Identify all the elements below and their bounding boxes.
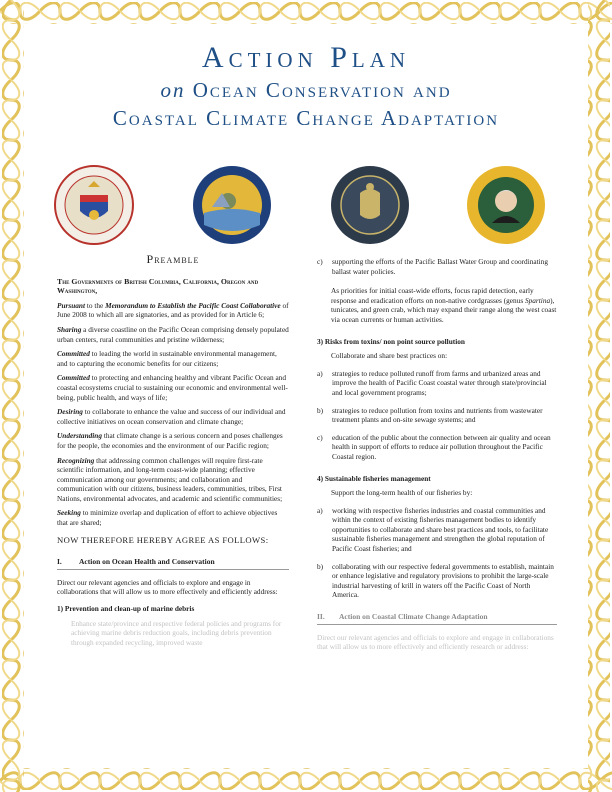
title-line-3: Coastal Climate Change Adaptation bbox=[112, 106, 500, 130]
list-item: c) supporting the efforts of the Pacific Ballast Water Group and coordinating ballast water policies. bbox=[317, 257, 548, 276]
subsection-4-heading: 4) Sustainable fisheries management bbox=[317, 473, 431, 483]
preamble-paragraph: Committed to leading the world in sustainable environmental management, and to capturing the economic benefits for our citizens; bbox=[57, 349, 277, 368]
preamble-paragraph: Desiring to collaborate to enhance the value and success of our individual and collective initiatives on ocean conservation and climate change; bbox=[57, 407, 286, 426]
preamble-heading: Preamble bbox=[146, 252, 200, 266]
list-item: b) strategies to reduce pollution from toxins and nutrients from wastewater treatment plants and on-site sewage systems; and bbox=[317, 405, 543, 425]
preamble-paragraph: Pursuant to the Memorandum to Establish the Pacific Coast Collaborative of June 2008 to which all are signatories, and as provided for in Article 6; bbox=[57, 300, 289, 320]
seal-oregon-icon bbox=[330, 165, 410, 245]
list-item: c) education of the public about the connection between air quality and ocean health in support of efforts to reduce air pollution throughout the Pacific Coastal region. bbox=[317, 432, 551, 461]
preamble-paragraph: Seeking to minimize overlap and duplication of effort to achieve objectives that are shared; bbox=[57, 508, 278, 528]
preamble-paragraph: Sharing a diverse coastline on the Pacific Ocean comprising densely populated urban centers, rural communities and pristine wilderness; bbox=[57, 324, 289, 344]
section-heading-1: I. Action on Ocean Health and Conservation bbox=[57, 557, 289, 570]
subsection-3-heading: 3) Risks from toxins/ non point source pollution bbox=[317, 336, 465, 346]
document-title bbox=[0, 40, 612, 132]
list-item: b) collaborating with our respective federal governments to establish, maintain or enhance legislative and regulatory provisions to prohibit the large-scale industrial harvesting of krill in waters off the Pacific Coast of North America. bbox=[317, 561, 554, 600]
title-line-2: on Ocean Conservation and bbox=[160, 78, 452, 102]
section-1-intro: Direct our relevant agencies and officials to explore and engage in collaborations that will allow us to more effectively and efficiently address: bbox=[57, 577, 278, 597]
preamble-paragraph: Recognizing that addressing common challenges will require first-rate scientific information, and long-term coast-wide planning; effective communication among our governments; and collaboration and communication with our citizens, business leaders, communities, tribes, First Nations, environmental advocates, and academic and scientific communities; bbox=[57, 455, 283, 503]
preamble-paragraph: Committed to protecting and enhancing healthy and vibrant Pacific Ocean and coastal ecosystems crucial to sustaining our economic and environmental well-being, public health, and ways of life; bbox=[57, 373, 288, 402]
seal-california-icon bbox=[192, 165, 272, 245]
subsection-3-intro: Collaborate and share best practices on: bbox=[331, 351, 448, 361]
subsection-4-intro: Support the long-term health of our fisheries by: bbox=[331, 488, 473, 498]
subsection-1-text: Enhance state/province and respective federal policies and programs for achieving marine debris reduction goals, including debris prevention through expanded recycling, improved waste bbox=[71, 618, 282, 647]
section-heading-2: II. Action on Coastal Climate Change Adaptation bbox=[317, 612, 557, 625]
preamble-paragraph: Understanding that climate change is a serious concern and poses challenges for the people, the economies and the environment of our Pacific region; bbox=[57, 431, 283, 450]
seal-british-columbia-icon bbox=[54, 165, 134, 245]
governments-line: The Governments of British Columbia, California, Oregon and Washington, bbox=[57, 276, 259, 296]
list-item: a) working with respective fisheries industries and coastal communities and within the context of existing fisheries management bodies to identify opportunities to collaborate and share best practices and tools, to facilitate sustainable fisheries management and strengthen the global reputation of Pacific Coast fisheries; and bbox=[317, 505, 549, 554]
agree-heading: NOW THEREFORE HEREBY AGREE AS FOLLOWS: bbox=[57, 534, 269, 545]
section-2-intro: Direct our relevant agencies and officials to explore and engage in collaborations that will allow us to more effectively and efficiently research or address: bbox=[317, 632, 554, 652]
priorities-paragraph: As priorities for initial coast-wide efforts, focus rapid detection, early response and eradication efforts on non-native cordgrasses (genus Spartina), tunicates, and green crab, which may expand their range along the west coast via ocean currents or human activities. bbox=[331, 286, 557, 324]
list-item: a) strategies to reduce polluted runoff from farms and urbanized areas and improve the health of Pacific Coast coastal water through state/provincial and local government programs; bbox=[317, 368, 547, 397]
subsection-1-heading: 1) Prevention and clean-up of marine debris bbox=[57, 604, 195, 614]
title-line-1: Action Plan bbox=[201, 41, 411, 74]
right-column bbox=[317, 257, 557, 657]
left-column bbox=[57, 252, 289, 652]
seal-washington-icon bbox=[466, 165, 546, 245]
